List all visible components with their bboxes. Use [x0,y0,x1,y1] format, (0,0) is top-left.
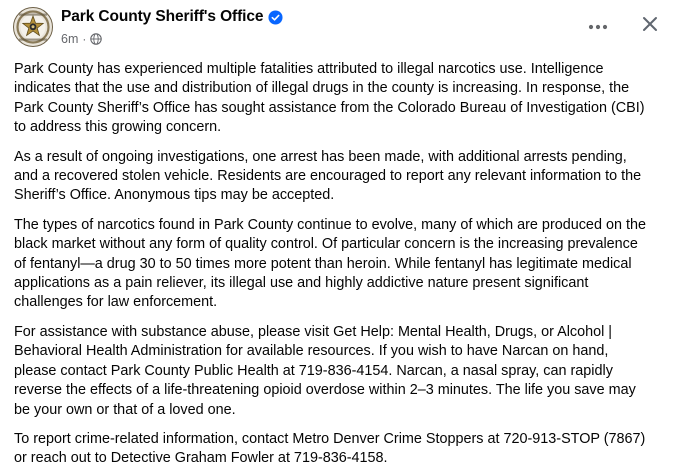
post-timestamp[interactable]: 6m [61,32,79,46]
post-header [0,0,680,58]
post-paragraph: To report crime-related information, contact Metro Denver Crime Stoppers at 720-913-STOP (7867) or reach out to Detective Graham Fowler at 719-836-4158. [14,430,646,467]
globe-icon[interactable] [90,33,102,45]
post-paragraph: Park County has experienced multiple fatalities attributed to illegal narcotics use. Intelligence indicates that the use and distribution of illegal drugs in the county is increasing. In response, the Park County Sheriff’s Office has sought assistance from the Colorado Bureau of Investigation (CBI) to address this growing concern. [14,61,645,136]
post-meta [61,32,102,46]
page-avatar[interactable] [12,6,54,48]
meta-separator: · [82,32,87,46]
sheriff-badge-logo [12,6,54,48]
post-paragraph: The types of narcotics found in Park County continue to evolve, many of which are produced on the black market without any form of quality control. Of particular concern is the increasing prevalence of fentanyl—a drug 30 to 50 times more potent than heroin. While fentanyl has legitimate medical applications as a pain reliever, its illegal use and highly addictive nature present significant challenges for law enforcement. [14,216,646,311]
close-button[interactable] [636,12,664,40]
page-name-row [61,8,283,26]
verified-badge-icon [268,10,283,25]
post-body [14,60,674,468]
more-options-button[interactable] [584,12,612,40]
post-paragraph: For assistance with substance abuse, please visit Get Help: Mental Health, Drugs, or Alcohol | Behavioral Health Administration for available resources. If you wish to have Narcan on hand, please contact Park County Public Health at 719-836-4154. Narcan, a nasal spray, can rapidly reverse the effects of a life-threatening opioid overdose within 2–3 minutes. The life you save may be your own or that of a loved one. [14,323,636,418]
page-name[interactable]: Park County Sheriff's Office [61,8,264,25]
more-horizontal-icon [588,17,608,35]
post-paragraph: As a result of ongoing investigations, one arrest has been made, with additional arrests pending, and a recovered stolen vehicle. Residents are encouraged to report any relevant information to the Sheriff’s Office. Anonymous tips may be accepted. [14,148,642,204]
close-icon [642,16,658,37]
